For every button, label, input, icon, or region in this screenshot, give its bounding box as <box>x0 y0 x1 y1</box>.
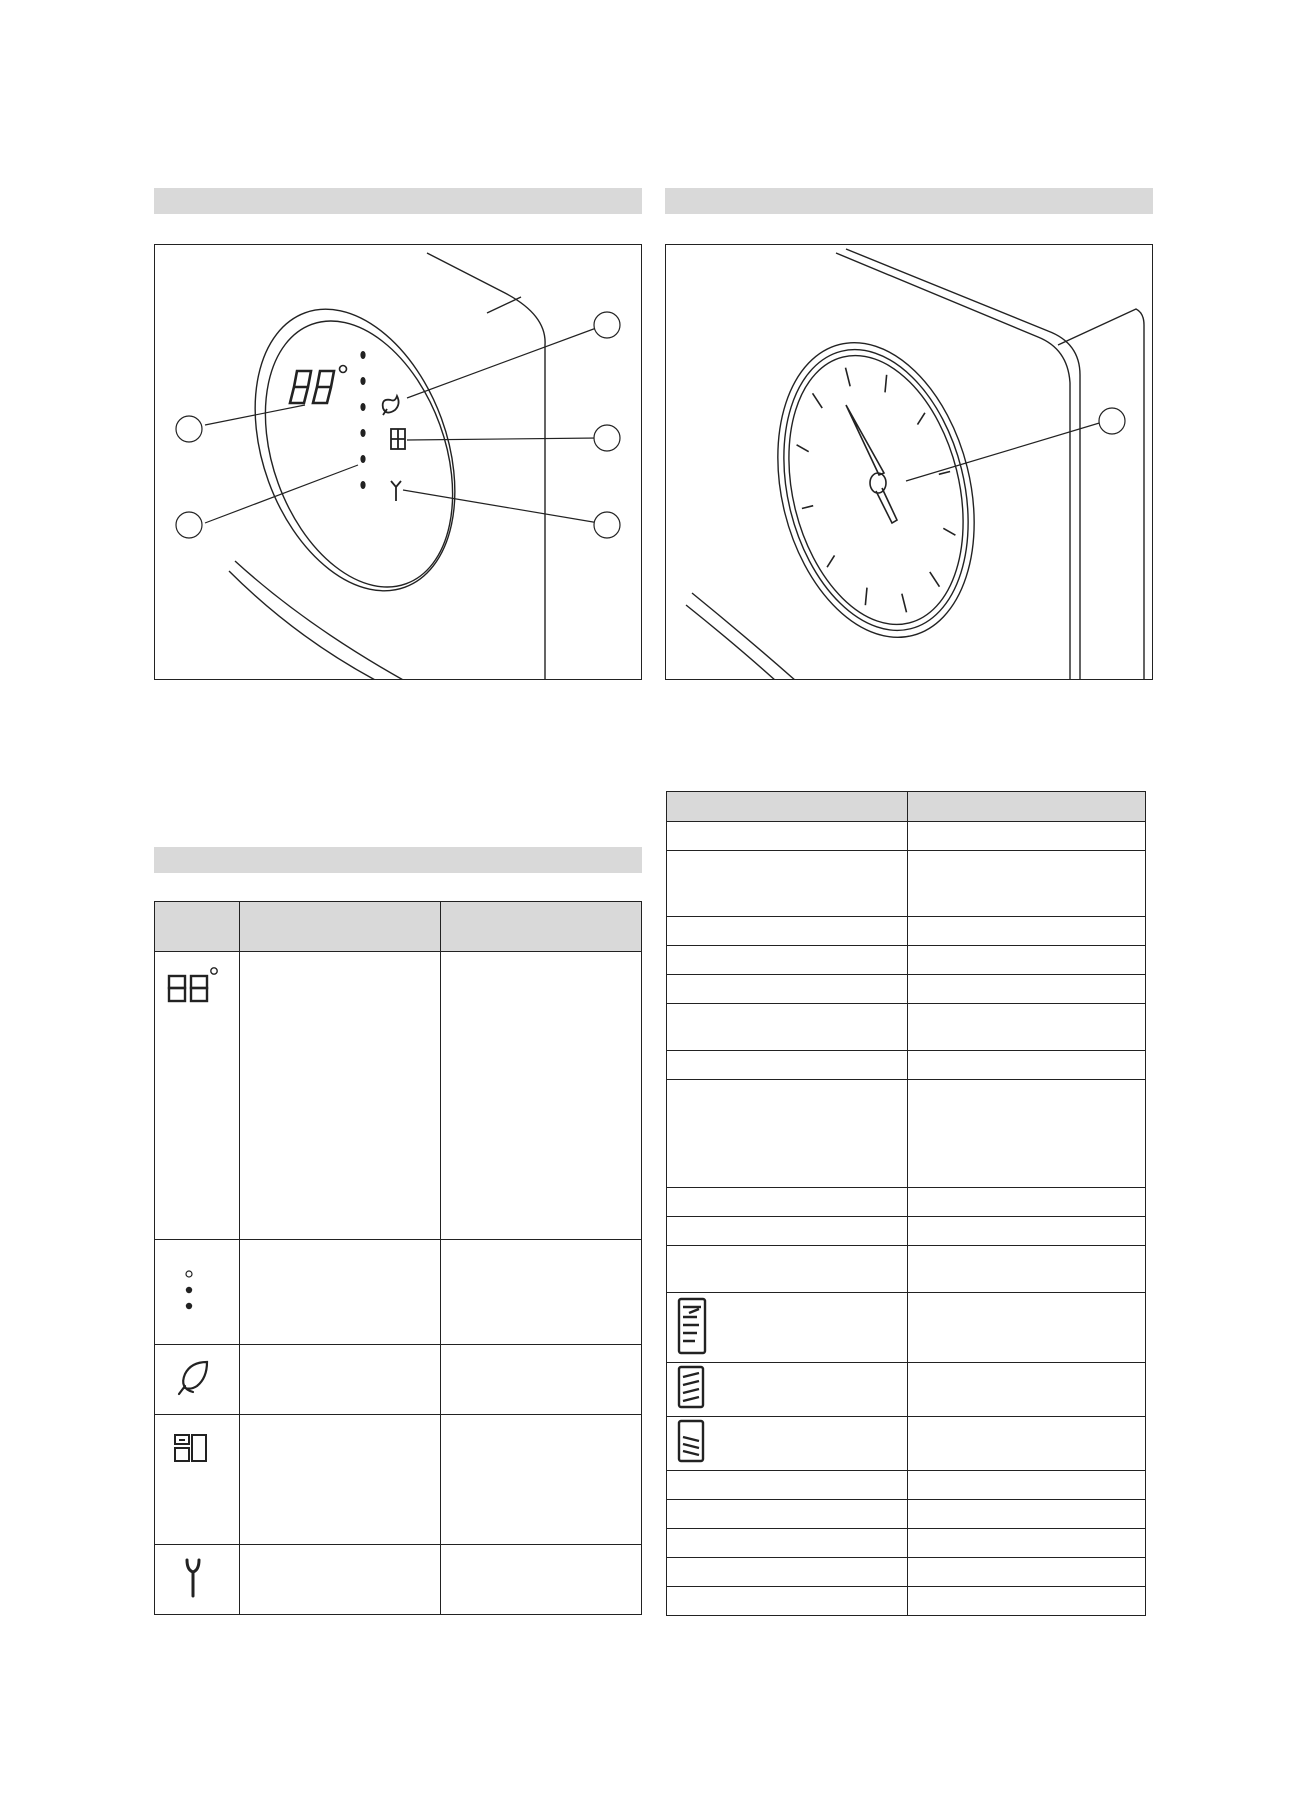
gauge-tick <box>930 572 940 587</box>
wrench-icon <box>155 1552 239 1602</box>
gauge-tick <box>827 555 834 567</box>
tank-full-icon-cell <box>667 1293 908 1363</box>
table-row <box>667 1417 1146 1471</box>
gauge-tick <box>802 506 813 509</box>
gauge-tick-marks <box>797 368 956 613</box>
header-cell-value <box>908 792 1146 822</box>
table-row <box>155 1545 642 1615</box>
meaning-cell <box>240 1415 441 1545</box>
table-row <box>667 975 1146 1004</box>
table-row <box>155 1415 642 1545</box>
meaning-cell <box>240 952 441 1240</box>
gauge-tick <box>943 528 955 535</box>
gauge-tick <box>813 393 823 408</box>
description-cell <box>441 1240 642 1345</box>
figure-gauge-panel <box>665 244 1153 680</box>
leaf-symbol <box>383 396 399 415</box>
table-row <box>667 1471 1146 1500</box>
meaning-cell <box>240 1345 441 1415</box>
table-header-row <box>667 792 1146 822</box>
display-panel-drawing <box>155 245 642 680</box>
header-cell-description <box>441 902 642 952</box>
table-row <box>667 1363 1146 1417</box>
tank-full-icon <box>667 1293 727 1357</box>
section-bar-display <box>154 188 642 214</box>
header-cell-meaning <box>240 902 441 952</box>
table-row <box>155 1240 642 1345</box>
gauge-tick <box>865 588 867 606</box>
section-bar-gauge <box>665 188 1153 214</box>
tank-mid-icon <box>667 1363 727 1411</box>
digit-display-icon <box>155 952 239 1012</box>
gauge-needle <box>846 405 897 523</box>
table-row <box>667 1051 1146 1080</box>
gauge-tick <box>797 445 809 452</box>
description-cell <box>441 952 642 1240</box>
gauge-tick <box>885 375 887 393</box>
symbol-cell <box>155 1545 240 1615</box>
table-row <box>667 917 1146 946</box>
wrench-symbol <box>391 481 401 501</box>
window-panel-icon <box>155 1415 239 1475</box>
tank-mid-icon-cell <box>667 1363 908 1417</box>
led-column <box>360 351 365 489</box>
table-row <box>667 1293 1146 1363</box>
gauge-tick <box>939 472 950 475</box>
table-row <box>667 1500 1146 1529</box>
table-header-row <box>155 902 642 952</box>
table-row <box>155 1345 642 1415</box>
table-row <box>667 822 1146 851</box>
symbol-cell <box>155 1345 240 1415</box>
header-cell-symbol <box>155 902 240 952</box>
leaf-icon <box>155 1352 239 1402</box>
description-cell <box>441 1545 642 1615</box>
meaning-cell <box>240 1545 441 1615</box>
figure-display-panel <box>154 244 642 680</box>
symbol-cell <box>155 1415 240 1545</box>
table-row <box>667 1246 1146 1293</box>
gauge-tick <box>846 368 851 387</box>
tank-low-icon-cell <box>667 1417 908 1471</box>
description-cell <box>441 1415 642 1545</box>
symbol-cell <box>155 1240 240 1345</box>
table-row <box>155 952 642 1240</box>
symbol-cell <box>155 952 240 1240</box>
table-row <box>667 1529 1146 1558</box>
table-row <box>667 946 1146 975</box>
table-row <box>667 1004 1146 1051</box>
table-row <box>667 1217 1146 1246</box>
gauge-tick <box>917 413 924 425</box>
table-row <box>667 1080 1146 1188</box>
table-row <box>667 851 1146 917</box>
description-cell <box>441 1345 642 1415</box>
led-dots-icon <box>155 1260 239 1320</box>
tank-low-icon <box>667 1417 727 1465</box>
table-row <box>667 1587 1146 1616</box>
header-cell-parameter <box>667 792 908 822</box>
meaning-cell <box>240 1240 441 1345</box>
symbol-table <box>154 901 642 1615</box>
display-readout-88 <box>290 366 347 404</box>
table-row <box>667 1558 1146 1587</box>
gauge-tick <box>902 594 907 613</box>
section-bar-symbols <box>154 847 642 873</box>
gauge-panel-drawing <box>666 245 1153 680</box>
table-row <box>667 1188 1146 1217</box>
spec-table <box>666 791 1146 1616</box>
